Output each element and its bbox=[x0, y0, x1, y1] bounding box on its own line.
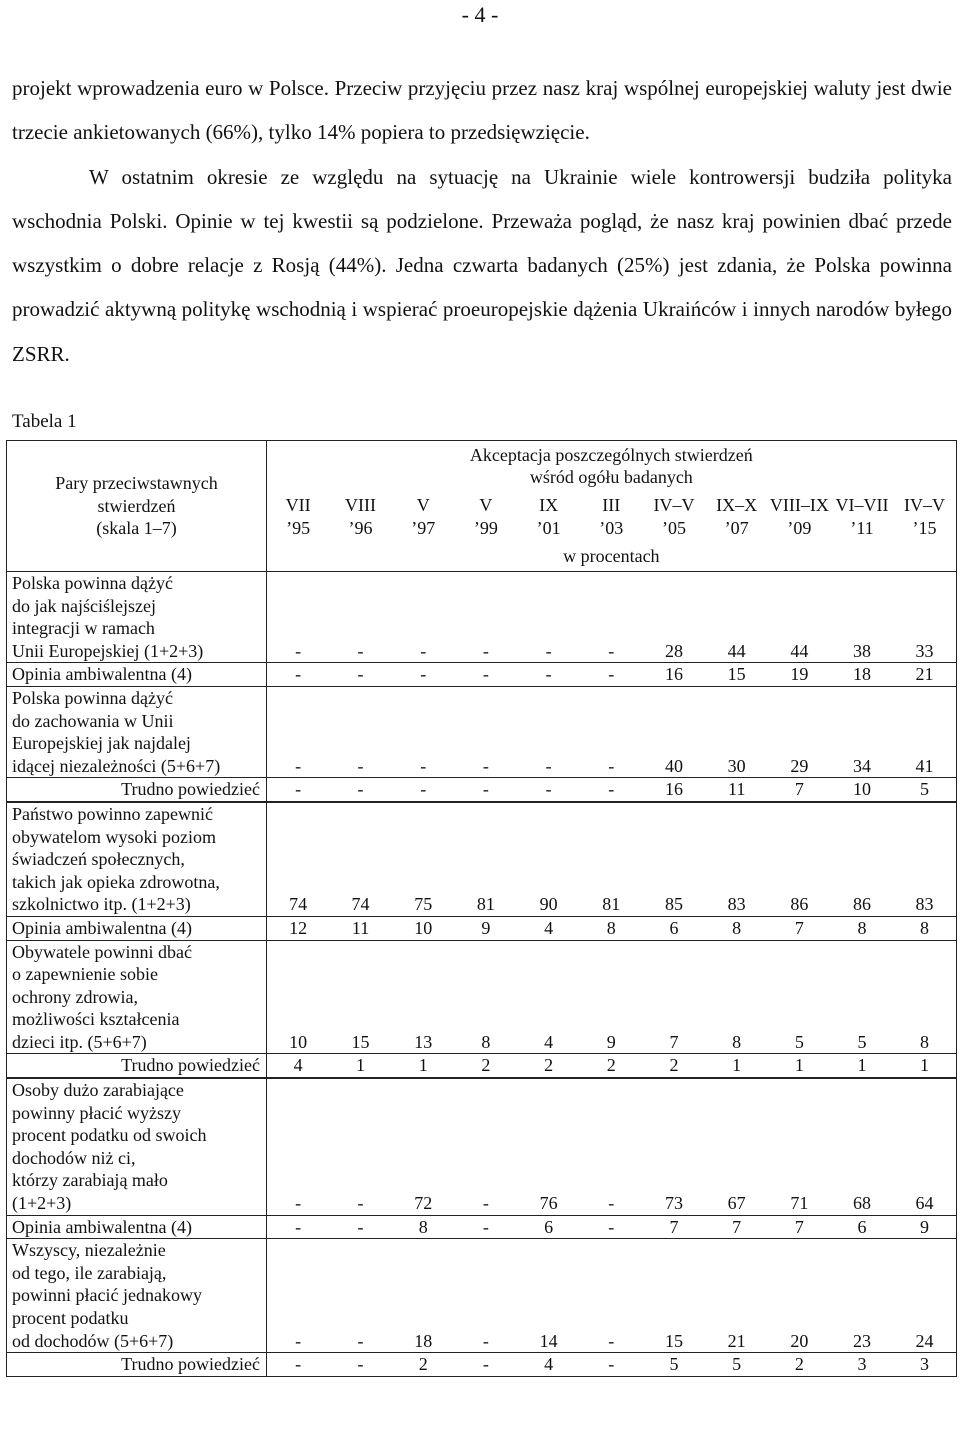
table-cell: - bbox=[580, 572, 643, 663]
table-cell: 30 bbox=[705, 686, 768, 777]
table-cell: 38 bbox=[831, 572, 894, 663]
row-label-line: Trudno powiedzieć bbox=[121, 1354, 260, 1375]
paragraph-2: W ostatnim okresie ze względu na sytuację na Ukrainie wiele kontrowersji budziła polityka wschodnia Polski. Opinie w tej kwestii są podzielone. Przeważa pogląd, że nasz kraj powinien dbać przede wszystkim o dobre relacje z Rosją (44%). Jedna czwarta badanych (25%) jest zdania, że Polska powinna prowadzić aktywną politykę wschodnią i wspierać proeuropejskie dążenia Ukraińców i innych narodów byłego ZSRR. bbox=[12, 164, 952, 366]
column-header-line: V bbox=[416, 495, 430, 516]
table-cell: - bbox=[392, 778, 455, 802]
body-text bbox=[12, 66, 952, 376]
row-label bbox=[7, 1353, 267, 1377]
column-header-line: ’09 bbox=[787, 518, 812, 539]
table-cell: 1 bbox=[831, 1054, 894, 1078]
table-cell: 7 bbox=[705, 1215, 768, 1239]
row-label-line: Opinia ambiwalentna (4) bbox=[12, 1216, 192, 1237]
column-header bbox=[517, 492, 580, 543]
column-header-line: ’05 bbox=[661, 518, 686, 539]
table-cell: 8 bbox=[580, 916, 643, 940]
column-header bbox=[831, 492, 894, 543]
table-cell: 19 bbox=[768, 663, 831, 687]
table-cell: 8 bbox=[705, 940, 768, 1054]
table-cell: 15 bbox=[329, 940, 392, 1054]
table-cell: - bbox=[455, 1215, 518, 1239]
table-cell: 16 bbox=[643, 778, 706, 802]
column-header-line: IV–V bbox=[904, 495, 946, 516]
table-cell: - bbox=[267, 1239, 330, 1353]
table-cell: 20 bbox=[768, 1239, 831, 1353]
table-cell: 7 bbox=[643, 1215, 706, 1239]
table-cell: 2 bbox=[517, 1054, 580, 1078]
column-header-line: IV–V bbox=[653, 495, 695, 516]
table-cell: 71 bbox=[768, 1078, 831, 1215]
table-cell: - bbox=[392, 663, 455, 687]
left-header-line: Pary przeciwstawnych bbox=[55, 473, 218, 494]
table-cell: 1 bbox=[768, 1054, 831, 1078]
table-cell: 5 bbox=[893, 778, 956, 802]
row-label-line: Trudno powiedzieć bbox=[121, 779, 260, 800]
table-cell: 12 bbox=[267, 916, 330, 940]
table-cell: 11 bbox=[705, 778, 768, 802]
row-label-line: Polska powinna dążyć bbox=[12, 573, 173, 593]
row-label-line: Opinia ambiwalentna (4) bbox=[12, 664, 192, 685]
table-row bbox=[7, 1239, 957, 1353]
column-header bbox=[893, 492, 956, 543]
row-label bbox=[7, 778, 267, 802]
table-cell: - bbox=[517, 572, 580, 663]
row-label bbox=[7, 663, 267, 687]
table-cell: 44 bbox=[768, 572, 831, 663]
row-label-line: procent podatku od swoich bbox=[12, 1125, 207, 1146]
table-cell: 4 bbox=[517, 1353, 580, 1377]
table-row bbox=[7, 686, 957, 777]
table-cell: 76 bbox=[517, 1078, 580, 1215]
column-header-line: ’95 bbox=[286, 518, 311, 539]
table-cell: 8 bbox=[705, 916, 768, 940]
table-cell: - bbox=[517, 663, 580, 687]
table-cell: 6 bbox=[831, 1215, 894, 1239]
table-cell: 29 bbox=[768, 686, 831, 777]
table-cell: 23 bbox=[831, 1239, 894, 1353]
row-label bbox=[7, 916, 267, 940]
table-cell: 74 bbox=[267, 802, 330, 916]
table-cell: - bbox=[329, 1078, 392, 1215]
table-cell: 40 bbox=[643, 686, 706, 777]
table-cell: 1 bbox=[329, 1054, 392, 1078]
table-row bbox=[7, 778, 957, 802]
table-row bbox=[7, 1215, 957, 1239]
table-cell: 14 bbox=[517, 1239, 580, 1353]
table-cell: - bbox=[580, 1215, 643, 1239]
table-cell: 3 bbox=[893, 1353, 956, 1377]
table-cell: 11 bbox=[329, 916, 392, 940]
left-header bbox=[7, 441, 267, 572]
table-cell: 5 bbox=[643, 1353, 706, 1377]
table-cell: - bbox=[267, 1215, 330, 1239]
table-cell: 9 bbox=[893, 1215, 956, 1239]
table-cell: 7 bbox=[768, 778, 831, 802]
row-label-line: procent podatku bbox=[12, 1308, 129, 1328]
row-label-line: do zachowania w Unii bbox=[12, 710, 174, 731]
row-label-line: świadczeń społecznych, bbox=[12, 849, 185, 870]
table-cell: 5 bbox=[768, 940, 831, 1054]
row-label-line: Trudno powiedzieć bbox=[121, 1055, 260, 1076]
table-row bbox=[7, 1353, 957, 1377]
row-label-line: obywatelom wysoki poziom bbox=[12, 826, 216, 847]
table-cell: 10 bbox=[831, 778, 894, 802]
top-header-line: wśród ogółu badanych bbox=[529, 467, 693, 488]
row-label-line: Osoby dużo zarabiające bbox=[12, 1080, 184, 1101]
table-cell: 28 bbox=[643, 572, 706, 663]
row-label-line: (1+2+3) bbox=[12, 1193, 72, 1214]
row-label-line: integracji w ramach bbox=[12, 618, 155, 639]
table-cell: 4 bbox=[267, 1054, 330, 1078]
table-cell: 1 bbox=[705, 1054, 768, 1078]
left-header-line: stwierdzeń bbox=[97, 495, 176, 516]
table-cell: - bbox=[392, 686, 455, 777]
table-cell: - bbox=[267, 1078, 330, 1215]
column-header bbox=[455, 492, 518, 543]
top-header bbox=[267, 441, 957, 492]
table-cell: 72 bbox=[392, 1078, 455, 1215]
column-header-line: ’97 bbox=[411, 518, 436, 539]
table-cell: 1 bbox=[893, 1054, 956, 1078]
table-cell: 44 bbox=[705, 572, 768, 663]
table-cell: 4 bbox=[517, 916, 580, 940]
table-cell: 8 bbox=[392, 1215, 455, 1239]
column-header-line: ’01 bbox=[536, 518, 561, 539]
column-header-line: VIII–IX bbox=[769, 495, 829, 516]
table-cell: - bbox=[329, 778, 392, 802]
table-cell: 7 bbox=[768, 1215, 831, 1239]
table-cell: - bbox=[329, 663, 392, 687]
table-row bbox=[7, 1078, 957, 1215]
left-header-line: (skala 1–7) bbox=[96, 518, 177, 539]
table-cell: 2 bbox=[392, 1353, 455, 1377]
row-label bbox=[7, 1078, 267, 1215]
table-cell: - bbox=[267, 663, 330, 687]
table-cell: - bbox=[517, 778, 580, 802]
table-row bbox=[7, 916, 957, 940]
row-label bbox=[7, 1215, 267, 1239]
table-cell: - bbox=[580, 1078, 643, 1215]
page-number: - 4 - bbox=[461, 2, 499, 27]
table-cell: 5 bbox=[831, 940, 894, 1054]
table-cell: 2 bbox=[580, 1054, 643, 1078]
table-cell: - bbox=[329, 1215, 392, 1239]
table-cell: - bbox=[329, 572, 392, 663]
table-cell: 18 bbox=[392, 1239, 455, 1353]
row-label-line: którzy zarabiają mało bbox=[12, 1170, 168, 1191]
table-cell: 10 bbox=[392, 916, 455, 940]
table-cell: 21 bbox=[705, 1239, 768, 1353]
row-label-line: Polska powinna dążyć bbox=[12, 687, 173, 708]
column-header bbox=[580, 492, 643, 543]
table-cell: - bbox=[455, 686, 518, 777]
column-header-line: VIII bbox=[345, 495, 377, 516]
row-label-line: szkolnictwo itp. (1+2+3) bbox=[12, 894, 191, 915]
row-label bbox=[7, 802, 267, 916]
table-cell: 8 bbox=[893, 940, 956, 1054]
column-header-line: ’96 bbox=[348, 518, 373, 539]
row-label-line: możliwości kształcenia bbox=[12, 1009, 180, 1030]
table-cell: 8 bbox=[893, 916, 956, 940]
table-cell: 7 bbox=[768, 916, 831, 940]
table-cell: 75 bbox=[392, 802, 455, 916]
table-cell: 8 bbox=[831, 916, 894, 940]
table-cell: - bbox=[455, 572, 518, 663]
table-cell: 6 bbox=[517, 1215, 580, 1239]
row-label-line: powinni płacić jednakowy bbox=[12, 1285, 202, 1306]
table-cell: - bbox=[267, 1353, 330, 1377]
column-header-line: V bbox=[479, 495, 493, 516]
table-cell: - bbox=[455, 1353, 518, 1377]
row-label bbox=[7, 572, 267, 663]
column-header bbox=[705, 492, 768, 543]
table-cell: 86 bbox=[768, 802, 831, 916]
row-label-line: o zapewnienie sobie bbox=[12, 964, 158, 985]
table-cell: 13 bbox=[392, 940, 455, 1054]
column-header bbox=[267, 492, 330, 543]
column-header-line: ’03 bbox=[599, 518, 624, 539]
table-cell: 1 bbox=[392, 1054, 455, 1078]
table-row bbox=[7, 663, 957, 687]
table-cell: 4 bbox=[517, 940, 580, 1054]
table-cell: 5 bbox=[705, 1353, 768, 1377]
column-header-line: III bbox=[602, 495, 621, 516]
table-cell: - bbox=[455, 778, 518, 802]
table-cell: - bbox=[267, 572, 330, 663]
table-cell: 90 bbox=[517, 802, 580, 916]
column-header-line: IX bbox=[539, 495, 559, 516]
table-cell: - bbox=[267, 778, 330, 802]
column-header-line: VII bbox=[285, 495, 311, 516]
table-cell: 24 bbox=[893, 1239, 956, 1353]
table-cell: 15 bbox=[643, 1239, 706, 1353]
table-cell: 2 bbox=[643, 1054, 706, 1078]
column-header-line: IX–X bbox=[716, 495, 758, 516]
table-cell: 41 bbox=[893, 686, 956, 777]
table-cell: - bbox=[455, 1078, 518, 1215]
table-cell: - bbox=[455, 1239, 518, 1353]
row-label-line: dzieci itp. (5+6+7) bbox=[12, 1031, 147, 1052]
column-header bbox=[643, 492, 706, 543]
table-cell: 10 bbox=[267, 940, 330, 1054]
unit-label: w procentach bbox=[267, 543, 957, 572]
table-cell: 73 bbox=[643, 1078, 706, 1215]
table-cell: 2 bbox=[455, 1054, 518, 1078]
row-label bbox=[7, 940, 267, 1054]
table-cell: 64 bbox=[893, 1078, 956, 1215]
table-cell: - bbox=[329, 1353, 392, 1377]
table-row bbox=[7, 1054, 957, 1078]
table-cell: 9 bbox=[580, 940, 643, 1054]
table-cell: 6 bbox=[643, 916, 706, 940]
table-cell: 81 bbox=[455, 802, 518, 916]
column-header-line: ’15 bbox=[912, 518, 937, 539]
table-row bbox=[7, 572, 957, 663]
row-label-line: od tego, ile zarabiają, bbox=[12, 1262, 167, 1283]
table-cell: - bbox=[455, 663, 518, 687]
row-label-line: ochrony zdrowia, bbox=[12, 986, 138, 1007]
table-cell: 16 bbox=[643, 663, 706, 687]
paragraph-1: projekt wprowadzenia euro w Polsce. Przeciw przyjęciu przez nasz kraj wspólnej europejskiej waluty jest dwie trzecie ankietowanych (66%), tylko 14% popiera to przedsięwzięcie. bbox=[12, 76, 952, 145]
table-cell: - bbox=[580, 686, 643, 777]
row-label bbox=[7, 1239, 267, 1353]
table-cell: - bbox=[580, 663, 643, 687]
column-header bbox=[329, 492, 392, 543]
row-label bbox=[7, 686, 267, 777]
row-label-line: Obywatele powinni dbać bbox=[12, 941, 192, 962]
column-header-line: ’07 bbox=[724, 518, 749, 539]
row-label-line: Państwo powinno zapewnić bbox=[12, 803, 213, 824]
table-cell: - bbox=[267, 686, 330, 777]
table-cell: 2 bbox=[768, 1353, 831, 1377]
table-cell: 83 bbox=[893, 802, 956, 916]
table-cell: - bbox=[517, 686, 580, 777]
table-cell: 86 bbox=[831, 802, 894, 916]
table-cell: 68 bbox=[831, 1078, 894, 1215]
table-cell: 15 bbox=[705, 663, 768, 687]
table-cell: - bbox=[580, 778, 643, 802]
table-cell: 8 bbox=[455, 940, 518, 1054]
table-cell: 3 bbox=[831, 1353, 894, 1377]
row-label-line: idącej niezależności (5+6+7) bbox=[12, 755, 221, 776]
table-cell: 74 bbox=[329, 802, 392, 916]
data-table bbox=[6, 440, 957, 1377]
column-header bbox=[768, 492, 831, 543]
row-label-line: Wszyscy, niezależnie bbox=[12, 1240, 166, 1261]
table-cell: 34 bbox=[831, 686, 894, 777]
table-cell: 7 bbox=[643, 940, 706, 1054]
table-cell: - bbox=[329, 1239, 392, 1353]
table-cell: - bbox=[580, 1353, 643, 1377]
column-header bbox=[392, 492, 455, 543]
row-label-line: Unii Europejskiej (1+2+3) bbox=[12, 640, 204, 661]
table-cell: 33 bbox=[893, 572, 956, 663]
table-cell: 83 bbox=[705, 802, 768, 916]
column-header-line: ’11 bbox=[850, 518, 874, 539]
table-cell: 67 bbox=[705, 1078, 768, 1215]
table-cell: 81 bbox=[580, 802, 643, 916]
table-cell: 85 bbox=[643, 802, 706, 916]
row-label-line: do jak najściślejszej bbox=[12, 595, 156, 616]
table-caption: Tabela 1 bbox=[12, 411, 77, 432]
table-cell: - bbox=[580, 1239, 643, 1353]
row-label-line: powinny płacić wyższy bbox=[12, 1102, 181, 1123]
row-label-line: Opinia ambiwalentna (4) bbox=[12, 917, 192, 938]
table-cell: 9 bbox=[455, 916, 518, 940]
row-label-line: Europejskiej jak najdalej bbox=[12, 733, 191, 754]
table-cell: - bbox=[392, 572, 455, 663]
column-header-line: ’99 bbox=[473, 518, 498, 539]
column-header-line: VI–VII bbox=[835, 495, 889, 516]
row-label-line: dochodów niż ci, bbox=[12, 1147, 136, 1168]
table-cell: 18 bbox=[831, 663, 894, 687]
table-cell: 21 bbox=[893, 663, 956, 687]
top-header-line: Akceptacja poszczególnych stwierdzeń bbox=[469, 444, 753, 465]
table-row bbox=[7, 940, 957, 1054]
row-label-line: takich jak opieka zdrowotna, bbox=[12, 871, 220, 892]
row-label-line: od dochodów (5+6+7) bbox=[12, 1330, 174, 1351]
row-label bbox=[7, 1054, 267, 1078]
table-row bbox=[7, 802, 957, 916]
table-cell: - bbox=[329, 686, 392, 777]
